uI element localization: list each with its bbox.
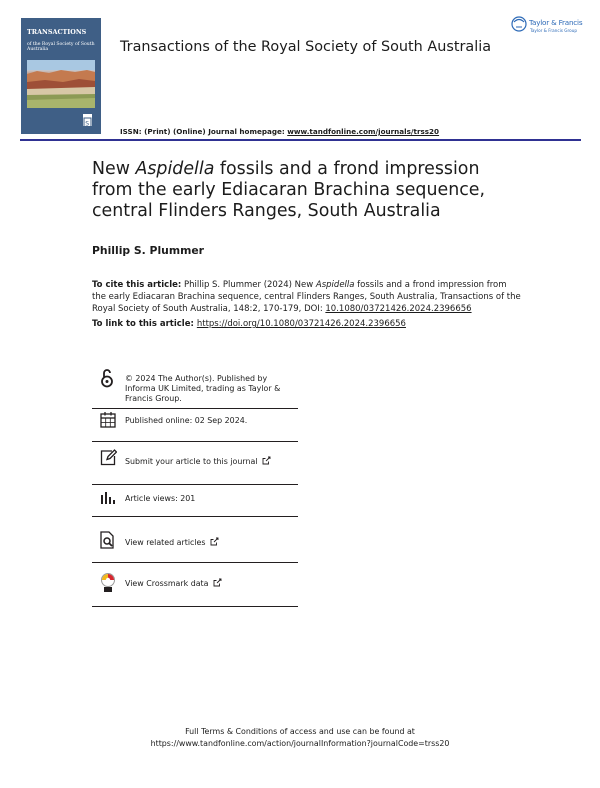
citation-label: To cite this article: xyxy=(92,280,182,290)
bar-chart-icon xyxy=(100,491,116,505)
issn-label: ISSN: (Print) (Online) Journal homepage: xyxy=(120,127,288,136)
views-row xyxy=(92,485,298,516)
cover-photo xyxy=(27,60,95,108)
crossmark-row[interactable] xyxy=(92,563,298,606)
article-views: Article views: 201 xyxy=(125,494,196,503)
journal-cover xyxy=(21,18,101,134)
open-access-row[interactable] xyxy=(92,366,298,408)
submit-edit-icon xyxy=(100,449,117,466)
calendar-icon xyxy=(100,411,116,428)
footer-terms-url[interactable]: https://www.tandfonline.com/action/journalInformation?journalCode=trss20 xyxy=(150,739,450,748)
related-articles-text: View related articles xyxy=(125,538,206,547)
related-row[interactable] xyxy=(92,517,298,562)
citation-text-italic: Aspidella xyxy=(315,280,355,290)
svg-text:S: S xyxy=(85,120,90,128)
submit-row[interactable] xyxy=(92,442,298,484)
related-articles-icon xyxy=(100,531,115,549)
open-access-text: © 2024 The Author(s). Published by Informa UK Limited, trading as Taylor & Francis Group. xyxy=(125,374,281,403)
cover-title: TRANSACTIONS xyxy=(27,28,87,36)
logo-line1: Taylor & Francis xyxy=(529,18,583,27)
citation-block xyxy=(92,279,522,315)
title-italic: Aspidella xyxy=(135,159,215,179)
published-date: Published online: 02 Sep 2024. xyxy=(125,416,248,425)
citation-text-pre: Phillip S. Plummer (2024) New xyxy=(181,280,316,290)
cover-subtitle: of the Royal Society of South Australia xyxy=(27,42,95,52)
header-divider xyxy=(20,139,581,141)
published-row xyxy=(92,409,298,441)
citation-text-post: fossils and a frond impression from the early Ediacaran Brachina sequence, central Flinders Ranges, South Australia, Transactions of the Royal Society of South Australia, 148:2, 170-179, DOI: xyxy=(92,280,521,314)
journal-homepage-link[interactable]: www.tandfonline.com/journals/trss20 xyxy=(287,127,440,136)
footer xyxy=(0,726,600,750)
related-articles-link[interactable] xyxy=(125,537,219,548)
journal-title: Transactions of the Royal Society of South Australia xyxy=(120,39,492,55)
crossmark-icon xyxy=(100,573,116,593)
link-label: To link to this article: xyxy=(92,319,197,329)
cover-publisher-logo xyxy=(83,114,92,126)
article-doi-link[interactable]: https://doi.org/10.1080/03721426.2024.2396656 xyxy=(196,319,406,329)
taylor-francis-emblem-icon xyxy=(511,16,527,32)
submit-article-link[interactable] xyxy=(125,456,271,467)
crossmark-link[interactable] xyxy=(125,578,222,589)
crossmark-text: View Crossmark data xyxy=(125,579,209,588)
external-link-icon xyxy=(262,456,271,465)
title-post: fossils and a frond impression from the early Ediacaran Brachina sequence, central Flinders Ranges, South Australia xyxy=(92,159,486,221)
submit-article-text: Submit your article to this journal xyxy=(125,457,258,466)
title-pre: New xyxy=(92,159,136,179)
article-title xyxy=(92,159,522,222)
author-name: Phillip S. Plummer xyxy=(92,244,204,257)
external-link-icon xyxy=(213,578,222,587)
external-link-icon xyxy=(210,537,219,546)
citation-doi-link[interactable]: 10.1080/03721426.2024.2396656 xyxy=(325,304,472,314)
footer-terms-text: Full Terms & Conditions of access and use can be found at xyxy=(185,727,415,736)
taylor-francis-logo[interactable] xyxy=(511,14,583,40)
open-access-icon xyxy=(100,368,114,388)
issn-line xyxy=(120,127,439,136)
info-divider xyxy=(92,606,298,607)
article-link-line xyxy=(92,319,522,329)
logo-line2: Taylor & Francis Group xyxy=(530,28,578,33)
